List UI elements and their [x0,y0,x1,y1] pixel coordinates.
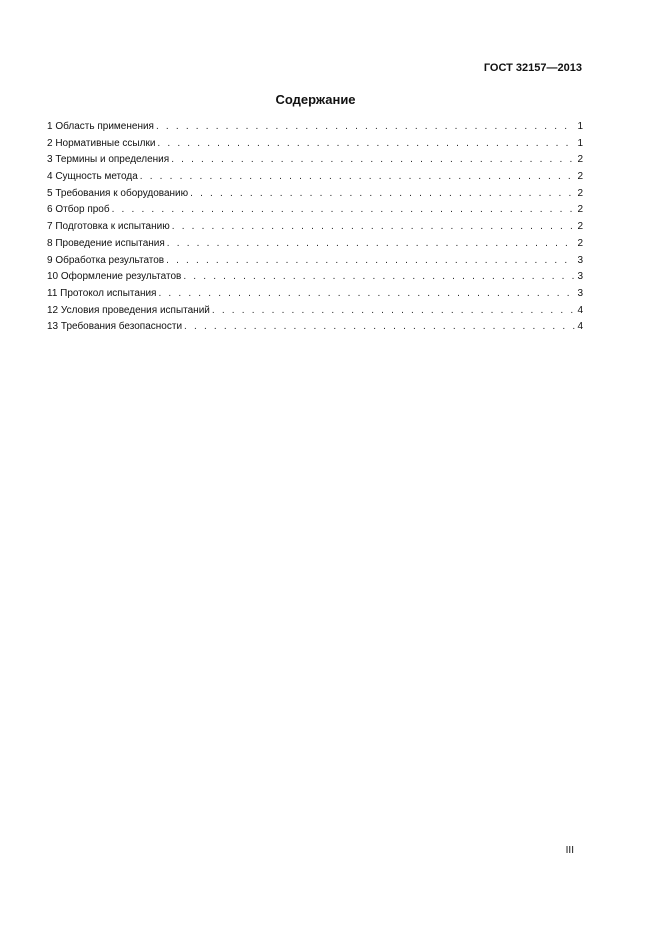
toc-entry[interactable] [47,319,583,336]
toc-dot-leader [167,236,575,253]
toc-dot-leader [184,319,575,336]
toc-dot-leader [171,152,575,169]
toc-entry-label: 12 Условия проведения испытаний [47,304,210,316]
toc-entry-label: 7 Подготовка к испытанию [47,221,170,233]
toc-dot-leader [157,136,575,153]
toc-entry-page: 4 [577,304,583,316]
toc-entry-page: 3 [577,287,583,299]
toc-entry-page: 2 [577,221,583,233]
toc-entry-label: 6 Отбор проб [47,204,110,216]
toc-title: Содержание [275,92,356,107]
toc-entry-label: 3 Термины и определения [47,154,170,166]
toc-dot-leader [112,202,575,219]
toc-entry-label: 10 Оформление результатов [47,271,182,283]
toc-dot-leader [156,119,575,136]
toc-entry[interactable] [47,152,583,169]
toc-entry[interactable] [47,202,583,219]
toc-entry[interactable] [47,286,583,303]
toc-entry-label: 1 Область применения [47,121,154,132]
toc-entry-page: 1 [577,121,583,132]
toc-entry-label: 2 Нормативные ссылки [47,137,156,149]
toc-entry-page: 4 [577,321,583,333]
toc-entry[interactable] [47,236,583,253]
table-of-contents [47,119,583,336]
toc-entry[interactable] [47,253,583,270]
toc-dot-leader [183,269,575,286]
toc-entry[interactable] [47,119,583,136]
toc-entry-label: 4 Сущность метода [47,171,138,183]
toc-entry-label: 11 Протокол испытания [47,287,157,299]
toc-entry-label: 8 Проведение испытания [47,237,165,249]
toc-entry-page: 3 [577,271,583,283]
toc-entry-label: 13 Требования безопасности [47,321,183,333]
toc-dot-leader [172,219,575,236]
toc-entry[interactable] [47,219,583,236]
toc-dot-leader [212,303,575,320]
toc-entry-page: 2 [577,154,583,166]
toc-entry-page: 2 [577,204,583,216]
toc-dot-leader [190,186,575,203]
toc-entry-page: 2 [577,171,583,183]
toc-entry-page: 1 [577,137,583,149]
page-number: III [565,845,574,856]
toc-entry-page: 2 [577,187,583,199]
toc-entry[interactable] [47,186,583,203]
toc-entry[interactable] [47,269,583,286]
toc-entry-label: 5 Требования к оборудованию [47,187,189,199]
toc-entry[interactable] [47,169,583,186]
toc-entry-page: 2 [577,237,583,249]
toc-entry[interactable] [47,136,583,153]
toc-entry[interactable] [47,303,583,320]
document-code: ГОСТ 32157—2013 [483,62,582,74]
toc-entry-page: 3 [577,254,583,266]
toc-dot-leader [158,286,575,303]
toc-dot-leader [166,253,575,270]
toc-dot-leader [140,169,575,186]
toc-entry-label: 9 Обработка результатов [47,254,165,266]
